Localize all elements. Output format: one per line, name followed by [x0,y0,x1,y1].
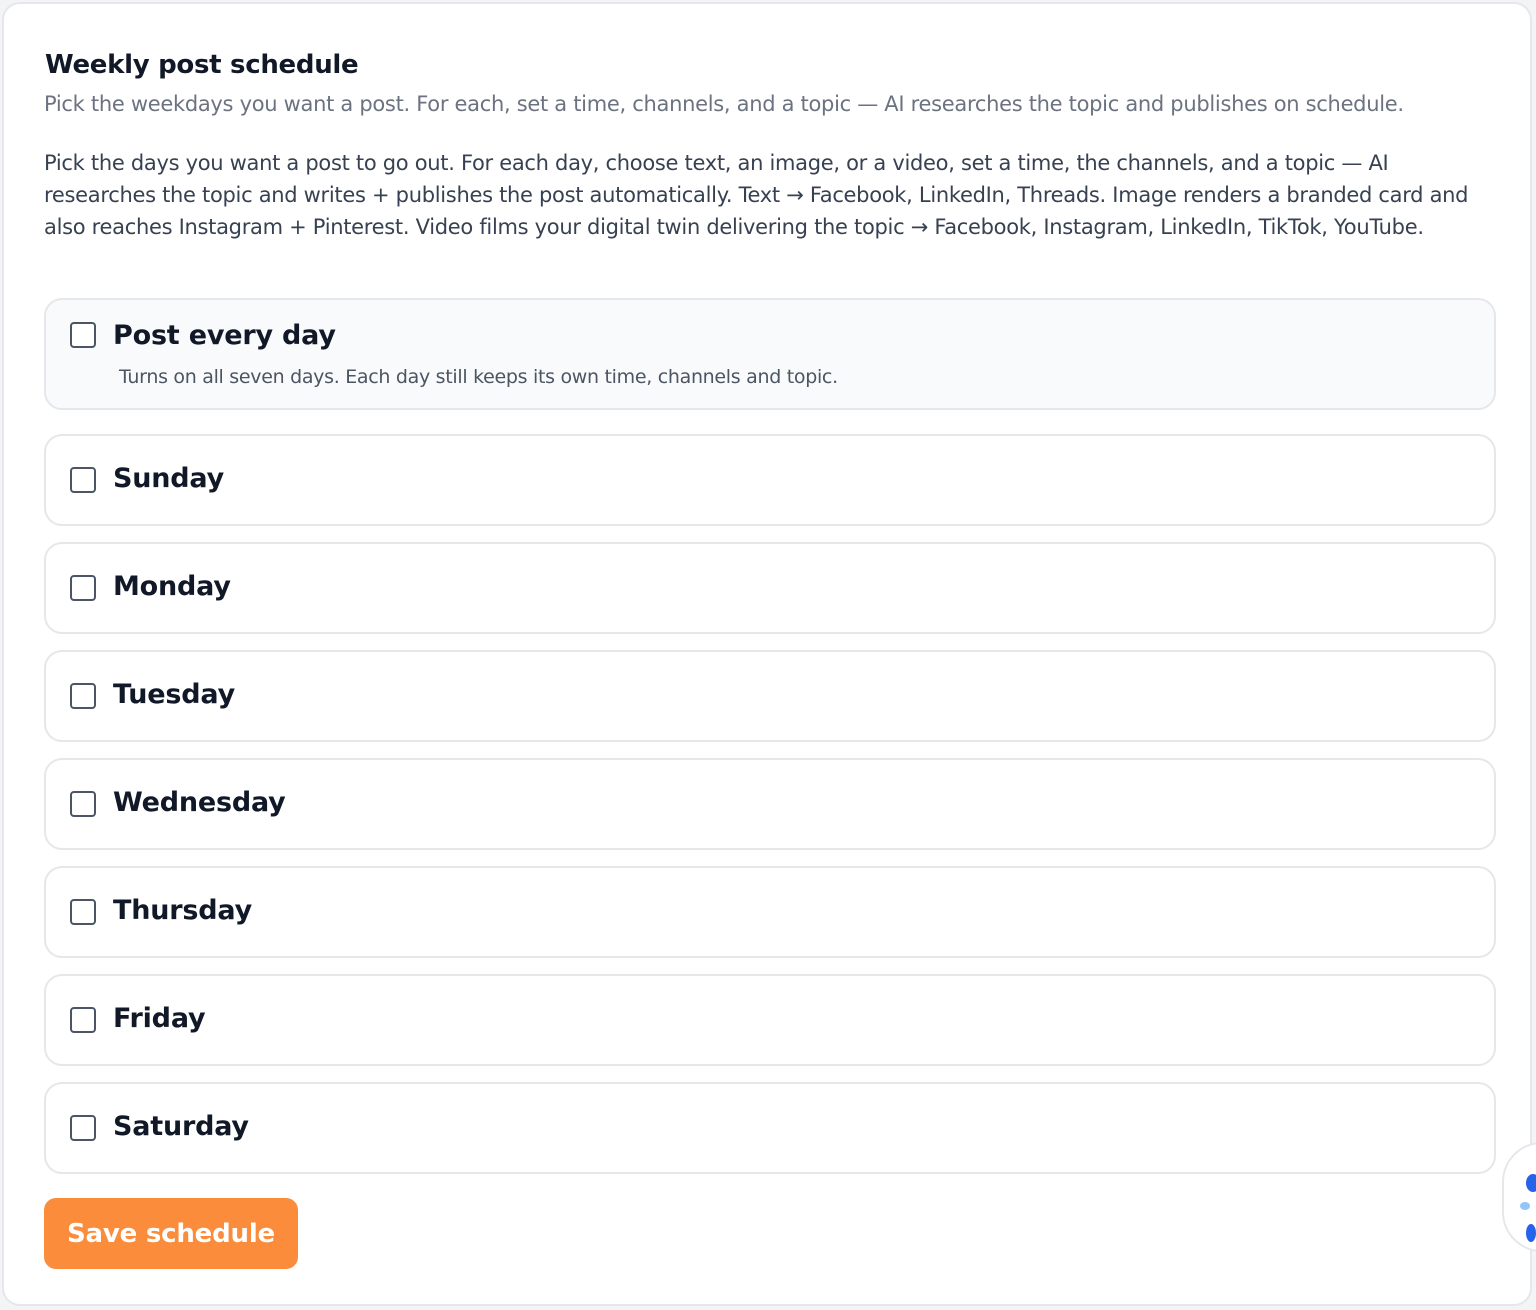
day-label-monday: Monday [113,571,231,602]
day-checkbox-tuesday[interactable] [70,683,96,709]
page-title: Weekly post schedule [45,50,359,80]
day-row-friday[interactable] [44,974,1496,1066]
day-checkbox-wednesday[interactable] [70,791,96,817]
day-row-tuesday[interactable] [44,650,1496,742]
save-schedule-button[interactable]: Save schedule [44,1198,298,1269]
day-label-saturday: Saturday [113,1111,249,1142]
day-label-tuesday: Tuesday [113,679,235,710]
day-row-sunday[interactable] [44,434,1496,526]
schedule-card [2,2,1532,1306]
day-checkbox-thursday[interactable] [70,899,96,925]
day-checkbox-monday[interactable] [70,575,96,601]
day-row-thursday[interactable] [44,866,1496,958]
day-label-sunday: Sunday [113,463,225,494]
day-label-friday: Friday [113,1003,206,1034]
day-checkbox-saturday[interactable] [70,1115,96,1141]
day-checkbox-friday[interactable] [70,1007,96,1033]
post-every-day-label: Post every day [113,320,336,351]
post-every-day-checkbox[interactable] [70,322,96,348]
day-row-saturday[interactable] [44,1082,1496,1174]
day-label-wednesday: Wednesday [113,787,286,818]
post-every-day-option[interactable] [44,298,1496,410]
schedule-description: Pick the days you want a post to go out. For each day, choose text, an image, or a video, set a time, the channels, and a topic — AI researches the topic and writes + publishes the post automatically. Text → Facebook, LinkedIn, Threads. Image renders a branded card and also reaches Instagram + Pinterest. Video films your digital twin delivering the topic → Facebook, Instagram, LinkedIn, TikTok, YouTube. [44,151,1469,239]
day-checkbox-sunday[interactable] [70,467,96,493]
day-row-monday[interactable] [44,542,1496,634]
post-every-day-hint: Turns on all seven days. Each day still keeps its own time, channels and topic. [119,366,838,388]
page-subtitle: Pick the weekdays you want a post. For each, set a time, channels, and a topic — AI researches the topic and publishes on schedule. [44,92,1404,116]
day-label-thursday: Thursday [113,895,252,926]
day-row-wednesday[interactable] [44,758,1496,850]
